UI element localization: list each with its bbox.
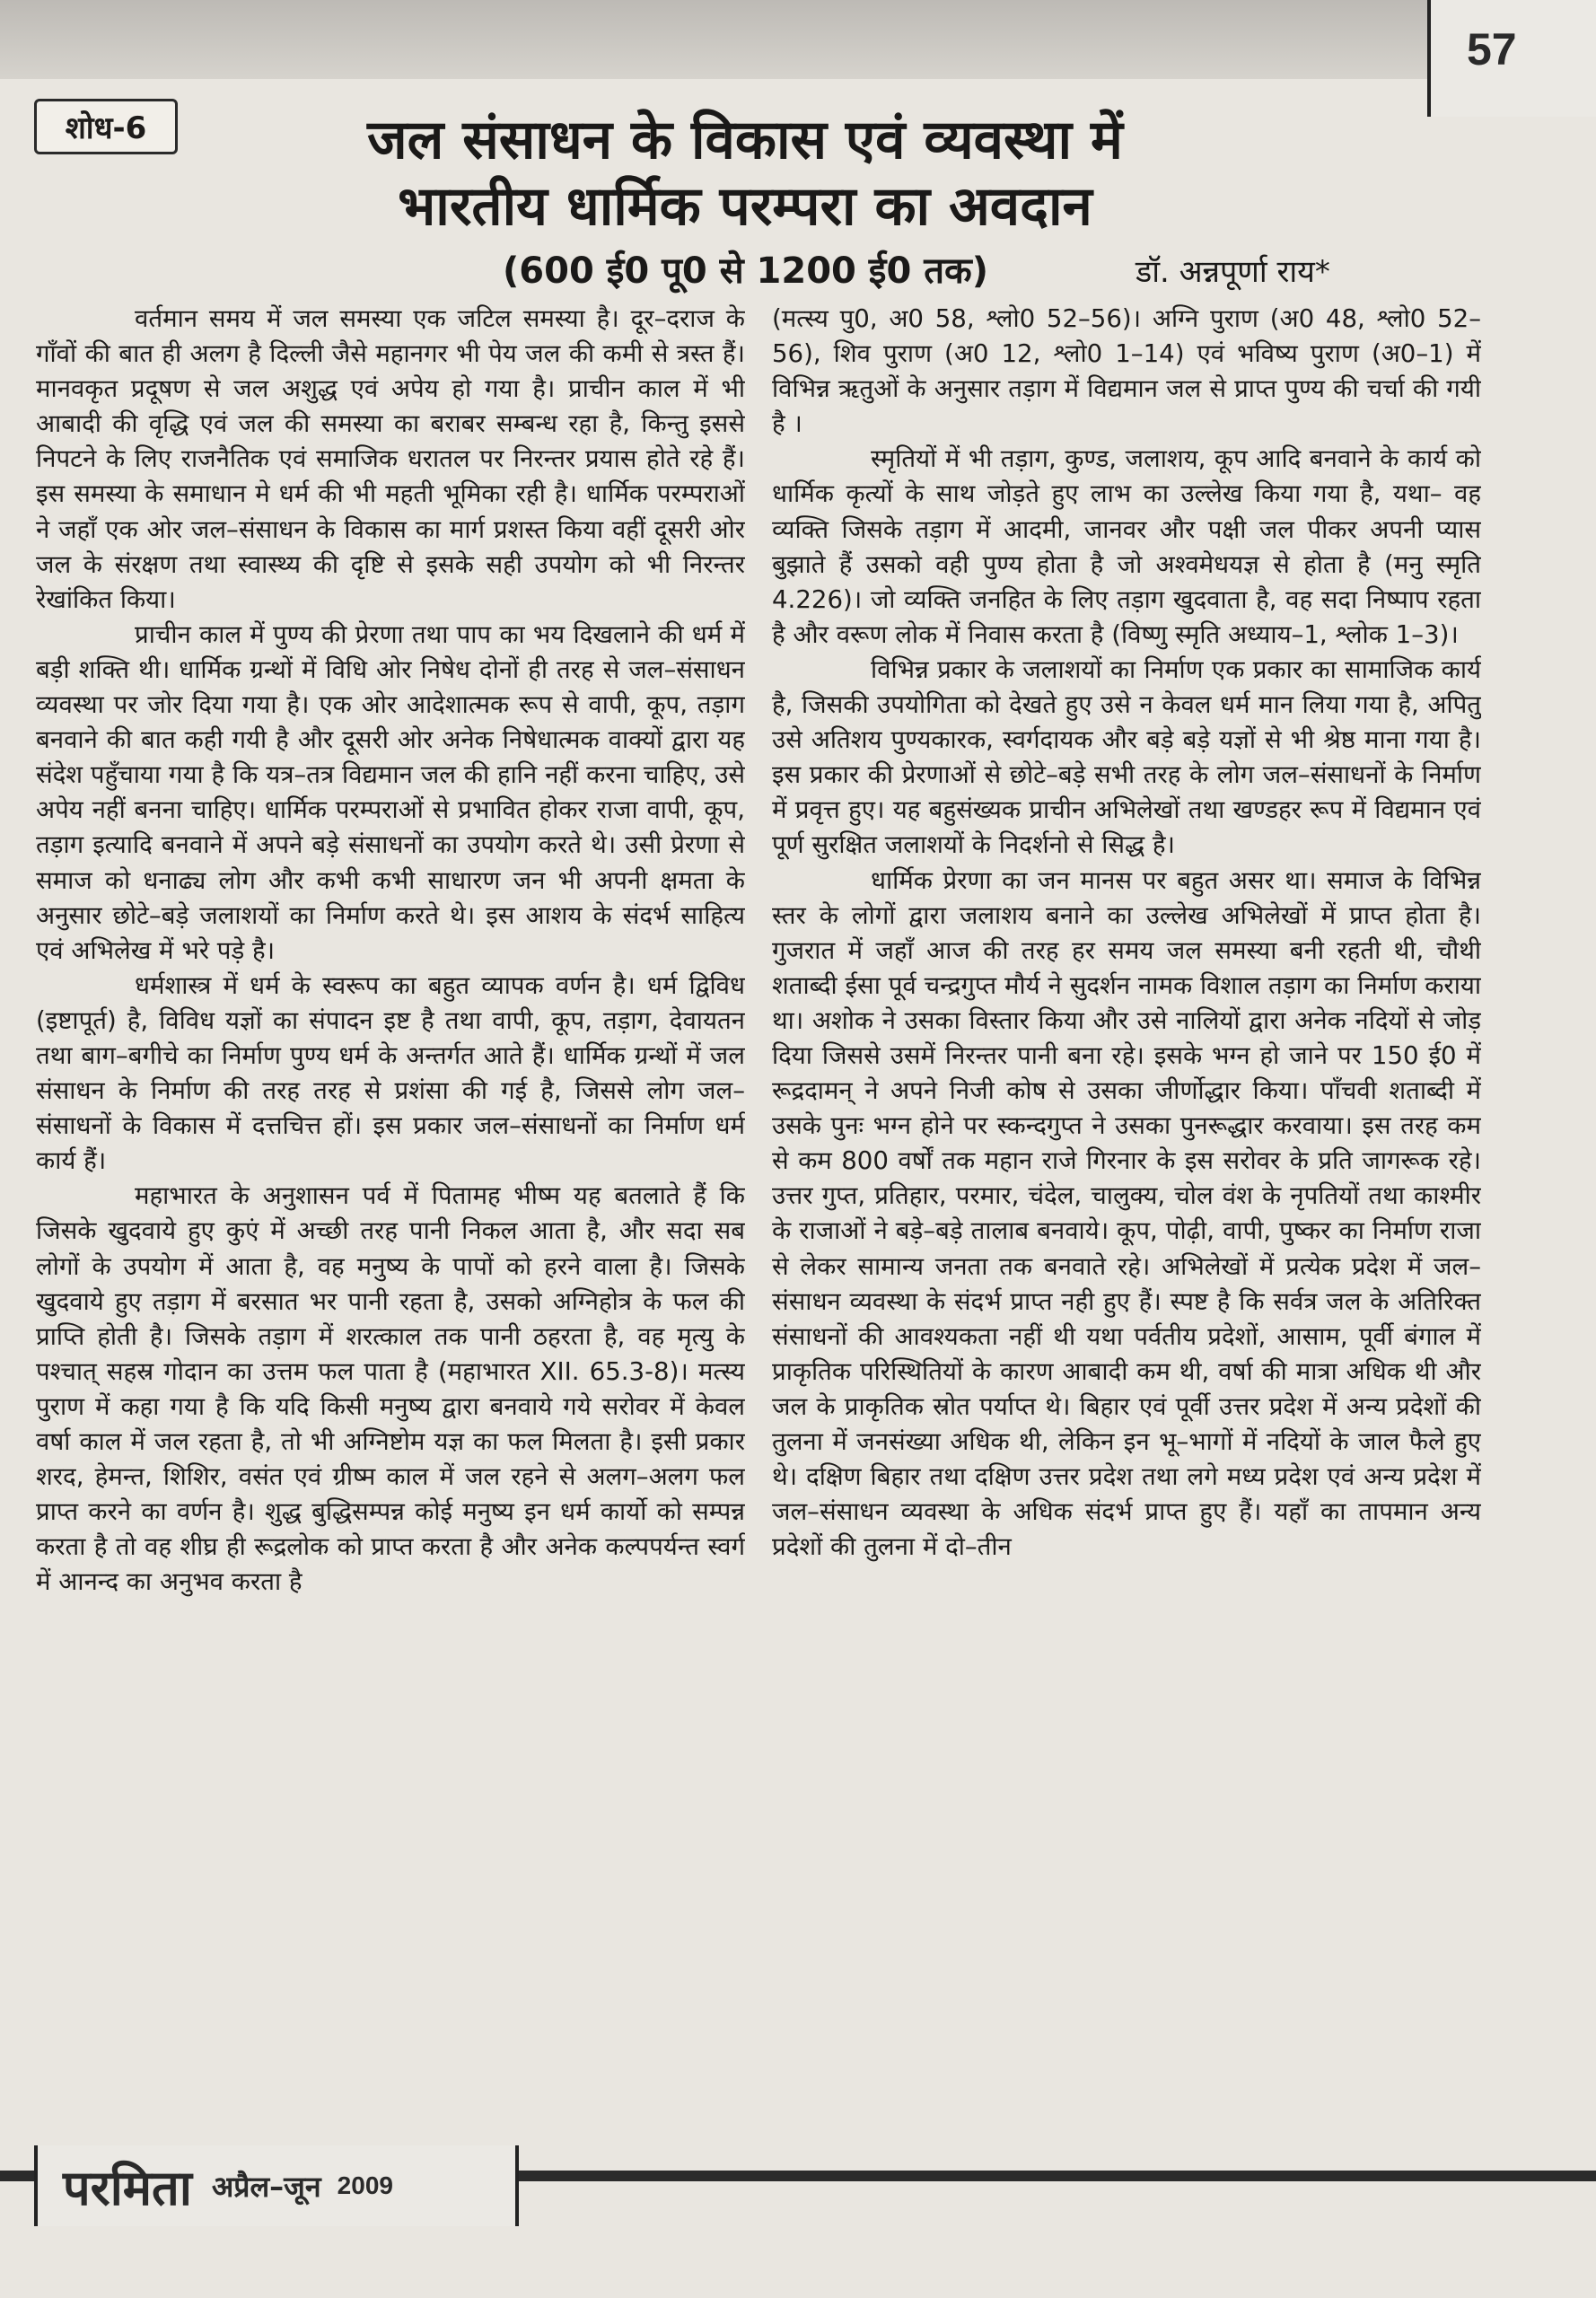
- left-column: [36, 301, 745, 2141]
- footer: [34, 2145, 519, 2226]
- article-author: डॉ. अन्नपूर्णा राय*: [1136, 254, 1330, 290]
- issue-label: अप्रैल–जून: [211, 2169, 321, 2204]
- paragraph: धर्मशास्त्र में धर्म के स्वरूप का बहुत व्यापक वर्णन है। धर्म द्विविध (इष्टापूर्त) है, विविध यज्ञों का संपादन इष्ट है तथा वापी, कूप, तड़ाग, देवायतन तथा बाग–बगीचे का निर्माण पुण्य धर्म के अन्तर्गत आते हैं। धार्मिक ग्रन्थों में जल संसाधन के निर्माण की तरह तरह से प्रशंसा की गई है, जिससे लोग जल–संसाधनों के विकास में दत्तचित्त हों। इस प्रकार जल–संसाधनों का निर्माण धर्म कार्य हैं।: [36, 969, 745, 1176]
- article-title-line-1: जल संसाधन के विकास एवं व्यवस्था में: [367, 109, 1123, 171]
- paragraph: महाभारत के अनुशासन पर्व में पितामह भीष्म यह बतलाते हैं कि जिसके खुदवाये हुए कुएं में अच्छी तरह पानी निकल आता है, और सदा सब लोगों के उपयोग में आता है, वह मनुष्य के पापों को हरने वाला है। जिसके खुदवाये हुए तड़ाग में बरसात भर पानी रहता है, उसको अग्निहोत्र के फल की प्राप्ति होती है। जिसके तड़ाग में शरत्काल तक पानी ठहरता है, वह मृत्यु के पश्चात् सहस्र गोदान का उत्तम फल पाता है (महाभारत XII. 65.3-8)। मत्स्य पुराण में कहा गया है कि यदि किसी मनुष्य द्वारा बनवाये गये सरोवर में केवल वर्षा काल में जल रहता है, तो भी अग्निष्टोम यज्ञ का फल मिलता है। इसी प्रकार शरद, हेमन्त, शिशिर, वसंत एवं ग्रीष्म काल में जल रहने से अलग–अलग फल प्राप्त करने का वर्णन है। शुद्ध बुद्धिसम्पन्न कोई मनुष्य इन धर्म कार्यो को सम्पन्न करता है तो वह शीघ्र ही रूद्रलोक को प्राप्त करता है और अनेक कल्पपर्यन्त स्वर्ग में आनन्द का अनुभव करता है: [36, 1180, 745, 1597]
- issue-year: 2009: [337, 2171, 393, 2199]
- paragraph: (मत्स्य पु0, अ0 58, श्लो0 52–56)। अग्नि पुराण (अ0 48, श्लो0 52–56), शिव पुराण (अ0 12, श्लो0 1–14) एवं भविष्य पुराण (अ0–1) में विभिन्न ऋतुओं के अनुसार तड़ाग में विद्यमान जल से प्राप्त पुण्य की चर्चा की गयी है ।: [772, 303, 1481, 439]
- paragraph: प्राचीन काल में पुण्य की प्रेरणा तथा पाप का भय दिखलाने की धर्म में बड़ी शक्ति थी। धार्मिक ग्रन्थों में विधि ओर निषेध दोनों ही तरह से जल–संसाधन व्यवस्था पर जोर दिया गया है। एक ओर आदेशात्मक रूप से वापी, कूप, तड़ाग बनवाने की बात कही गयी है और दूसरी ओर अनेक निषेधात्मक वाक्यों द्वारा यह संदेश पहुँचाया गया है कि यत्र–तत्र विद्यमान जल की हानि नहीं करना चाहिए, उसे अपेय नहीं बनना चाहिए। धार्मिक परम्पराओं से प्रभावित होकर राजा वापी, कूप, तड़ाग इत्यादि बनवाने में अपने बड़े संसाधनों का उपयोग करते थे। उसी प्रेरणा से समाज को धनाढ्य लोग और कभी कभी साधारण जन भी अपनी क्षमता के अनुसार छोटे–बड़े जलाशयों का निर्माण करते थे। इस आशय के संदर्भ साहित्य एवं अभिलेख में भरे पड़े है।: [36, 618, 745, 965]
- paragraph: विभिन्न प्रकार के जलाशयों का निर्माण एक प्रकार का सामाजिक कार्य है, जिसकी उपयोगिता को देखते हुए उसे न केवल धर्म मान लिया गया है, अपितु उसे अतिशय पुण्यकारक, स्वर्गदायक और बड़े बड़े यज्ञों से भी श्रेष्ठ माना गया है। इस प्रकार की प्रेरणाओं से छोटे–बड़े सभी तरह के लोग जल–संसाधनों के निर्माण में प्रवृत्त हुए। यह बहुसंख्यक प्राचीन अभिलेखों तथा खण्डहर रूप में विद्यमान एवं पूर्ण सुरक्षित जलाशयों के निदर्शनो से सिद्ध है।: [772, 653, 1481, 860]
- paragraph: धार्मिक प्रेरणा का जन मानस पर बहुत असर था। समाज के विभिन्न स्तर के लोगों द्वारा जलाशय बनाने का उल्लेख अभिलेखों में प्राप्त होता है। गुजरात में जहाँ आज की तरह हर समय जल समस्या बनी रहती थी, चौथी शताब्दी ईसा पूर्व चन्द्रगुप्त मौर्य ने सुदर्शन नामक विशाल तड़ाग का निर्माण कराया था। अशोक ने उसका विस्तार किया और उसे नालियों द्वारा अनेक नदियों से जोड़ दिया जिससे उसमें निरन्तर पानी बना रहे। इसके भग्न हो जाने पर 150 ई0 में रूद्रदामन् ने अपने निजी कोष से उसका जीर्णोद्धार किया। पाँचवी शताब्दी में उसके पुनः भग्न होने पर स्कन्दगुप्त ने उसका पुनरूद्धार करवाया। इस तरह कम से कम 800 वर्षों तक महान राजे गिरनार के इस सरोवर के प्रति जागरूक रहे। उत्तर गुप्त, प्रतिहार, परमार, चंदेल, चालुक्य, चोल वंश के नृपतियों तथा काश्मीर के राजाओं ने बड़े–बड़े तालाब बनवाये। कूप, पोढ़ी, वापी, पुष्कर का निर्माण राजा से लेकर सामान्य जनता तक बनवाते रहे। अभिलेखों में प्रत्येक प्रदेश में जल–संसाधन व्यवस्था के संदर्भ प्राप्त नही हुए हैं। स्पष्ट है कि सर्वत्र जल के अतिरिक्त संसाधनों की आवश्यकता नहीं थी यथा पर्वतीय प्रदेशों, आसाम, पूर्वी बंगाल में प्राकृतिक परिस्थितियों के कारण आबादी कम थी, वर्षा की मात्रा अधिक थी और जल के प्राकृतिक स्रोत पर्याप्त थे। बिहार एवं पूर्वी उत्तर प्रदेश में अन्य प्रदेशों की तुलना में जनसंख्या अधिक थी, लेकिन इन भू–भागों में नदियों के जाल फैले हुए थे। दक्षिण बिहार तथा दक्षिण उत्तर प्रदेश तथा लगे मध्य प्रदेश एवं अन्य प्रदेश में जल–संसाधन व्यवस्था के अधिक संदर्भ प्राप्त हुए हैं। यहाँ का तापमान अन्य प्रदेशों की तुलना में दो–तीन: [772, 864, 1481, 1562]
- page-number: 57: [1467, 24, 1517, 75]
- page-number-box: [1427, 0, 1596, 117]
- article-period: (600 ई0 पू0 से 1200 ई0 तक): [503, 250, 988, 292]
- right-column: [772, 301, 1481, 2141]
- magazine-name: परमिता: [63, 2160, 192, 2216]
- paragraph: वर्तमान समय में जल समस्या एक जटिल समस्या है। दूर–दराज के गाँवों की बात ही अलग है दिल्ली जैसे महानगर भी पेय जल की कमी से त्रस्त हैं। मानवकृत प्रदूषण से जल अशुद्ध एवं अपेय हो गया है। प्राचीन काल में भी आबादी की वृद्धि एवं जल की समस्या का बराबर सम्बन्ध रहा है, किन्तु इससे निपटने के लिए राजनैतिक एवं समाजिक धरातल पर निरन्तर प्रयास होते रहे हैं। इस समस्या के समाधान मे धर्म की भी महती भूमिका रही है। धार्मिक परम्पराओं ने जहाँ एक ओर जल–संसाधन के विकास का मार्ग प्रशस्त किया वहीं दूसरी ओर जल के संरक्षण तथा स्वास्थ्य की दृष्टि से इसके सही उपयोग को भी निरन्तर रेखांकित किया।: [36, 303, 745, 614]
- top-header-band: [0, 0, 1427, 79]
- paragraph: स्मृतियों में भी तड़ाग, कुण्ड, जलाशय, कूप आदि बनवाने के कार्य को धार्मिक कृत्यों के साथ जोड़ते हुए लाभ का उल्लेख किया गया है, यथा– वह व्यक्ति जिसके तड़ाग में आदमी, जानवर और पक्षी जल पीकर अपनी प्यास बुझाते हैं उसको वही पुण्य होता है जो अश्वमेधयज्ञ से होता है (मनु स्मृति 4.226)। जो व्यक्ति जनहित के लिए तड़ाग खुदवाता है, वह सदा निष्पाप रहता है और वरूण लोक में निवास करता है (विष्णु स्मृति अध्याय–1, श्लोक 1–3)।: [772, 443, 1481, 649]
- article-title-line-2: भारतीय धार्मिक परम्परा का अवदान: [398, 175, 1092, 238]
- section-tag: शोध-6: [34, 99, 178, 154]
